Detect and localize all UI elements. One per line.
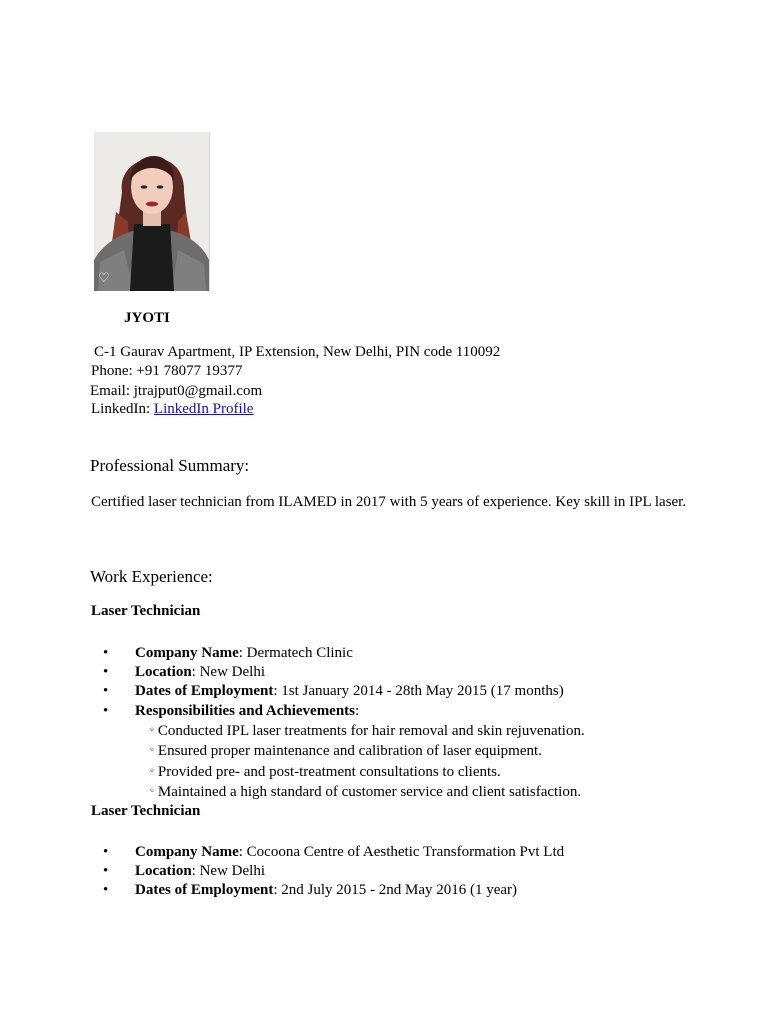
dates-value: : 2nd July 2015 - 2nd May 2016 (1 year): [273, 882, 518, 898]
responsibility-item: [149, 783, 581, 801]
company-value: : Cocoona Centre of Aesthetic Transformation Pvt Ltd: [238, 844, 565, 860]
sub-bullet-glyph: ◦: [149, 766, 155, 777]
sub-bullet-glyph: ◦: [149, 725, 155, 736]
responsibilities-suffix: :: [355, 703, 360, 719]
location-value: : New Delhi: [191, 664, 265, 680]
location-label: Location: [135, 664, 192, 680]
location-value: : New Delhi: [191, 863, 265, 879]
company-label: Company Name: [135, 844, 239, 860]
job-location: [135, 663, 265, 681]
job-title: Laser Technician: [91, 803, 201, 819]
bullet-glyph: •: [103, 882, 109, 898]
responsibility-item: [149, 763, 501, 781]
bullet-glyph: •: [103, 863, 109, 879]
sub-bullet-glyph: ◦: [149, 786, 155, 797]
job-responsibilities: [135, 702, 359, 720]
bullet-glyph: •: [103, 645, 109, 661]
responsibility-item: [149, 742, 542, 760]
summary-text: Certified laser technician from ILAMED in 2017 with 5 years of experience. Key skill in IPL laser.: [91, 494, 687, 510]
responsibility-text: Provided pre- and post-treatment consultations to clients.: [157, 764, 501, 780]
linkedin-profile-link[interactable]: LinkedIn Profile: [153, 401, 254, 417]
job-title: Laser Technician: [91, 603, 201, 619]
bullet-glyph: •: [103, 703, 109, 719]
heart-icon[interactable]: ♡: [98, 271, 110, 286]
responsibility-text: Maintained a high standard of customer service and client satisfaction.: [157, 784, 582, 800]
linkedin-label: LinkedIn:: [91, 401, 154, 417]
dates-value: : 1st January 2014 - 28th May 2015 (17 months): [273, 683, 564, 699]
bullet-glyph: •: [103, 664, 109, 680]
bullet-glyph: •: [103, 683, 109, 699]
bullet-glyph: •: [103, 844, 109, 860]
summary-heading: Professional Summary:: [90, 456, 250, 475]
sub-bullet-glyph: ◦: [149, 745, 155, 756]
job-company: [135, 644, 353, 662]
phone-line: Phone: +91 78077 19377: [91, 363, 243, 379]
company-value: : Dermatech Clinic: [238, 645, 353, 661]
responsibility-item: [149, 722, 585, 740]
job-company: [135, 843, 564, 861]
responsibility-text: Ensured proper maintenance and calibration of laser equipment.: [157, 743, 542, 759]
job-location: [135, 862, 265, 880]
email-line: Email: jtrajput0@gmail.com: [90, 383, 263, 399]
linkedin-line: [91, 400, 253, 418]
responsibility-text: Conducted IPL laser treatments for hair removal and skin rejuvenation.: [157, 723, 585, 739]
profile-photo: [94, 132, 210, 291]
job-dates: [135, 682, 564, 700]
address-line: C-1 Gaurav Apartment, IP Extension, New Delhi, PIN code 110092: [94, 344, 501, 360]
dates-label: Dates of Employment: [135, 882, 274, 898]
responsibilities-label: Responsibilities and Achievements: [135, 703, 356, 719]
location-label: Location: [135, 863, 192, 879]
dates-label: Dates of Employment: [135, 683, 274, 699]
work-experience-heading: Work Experience:: [90, 567, 213, 586]
company-label: Company Name: [135, 645, 239, 661]
job-dates: [135, 881, 517, 899]
candidate-name: JYOTI: [124, 310, 170, 326]
